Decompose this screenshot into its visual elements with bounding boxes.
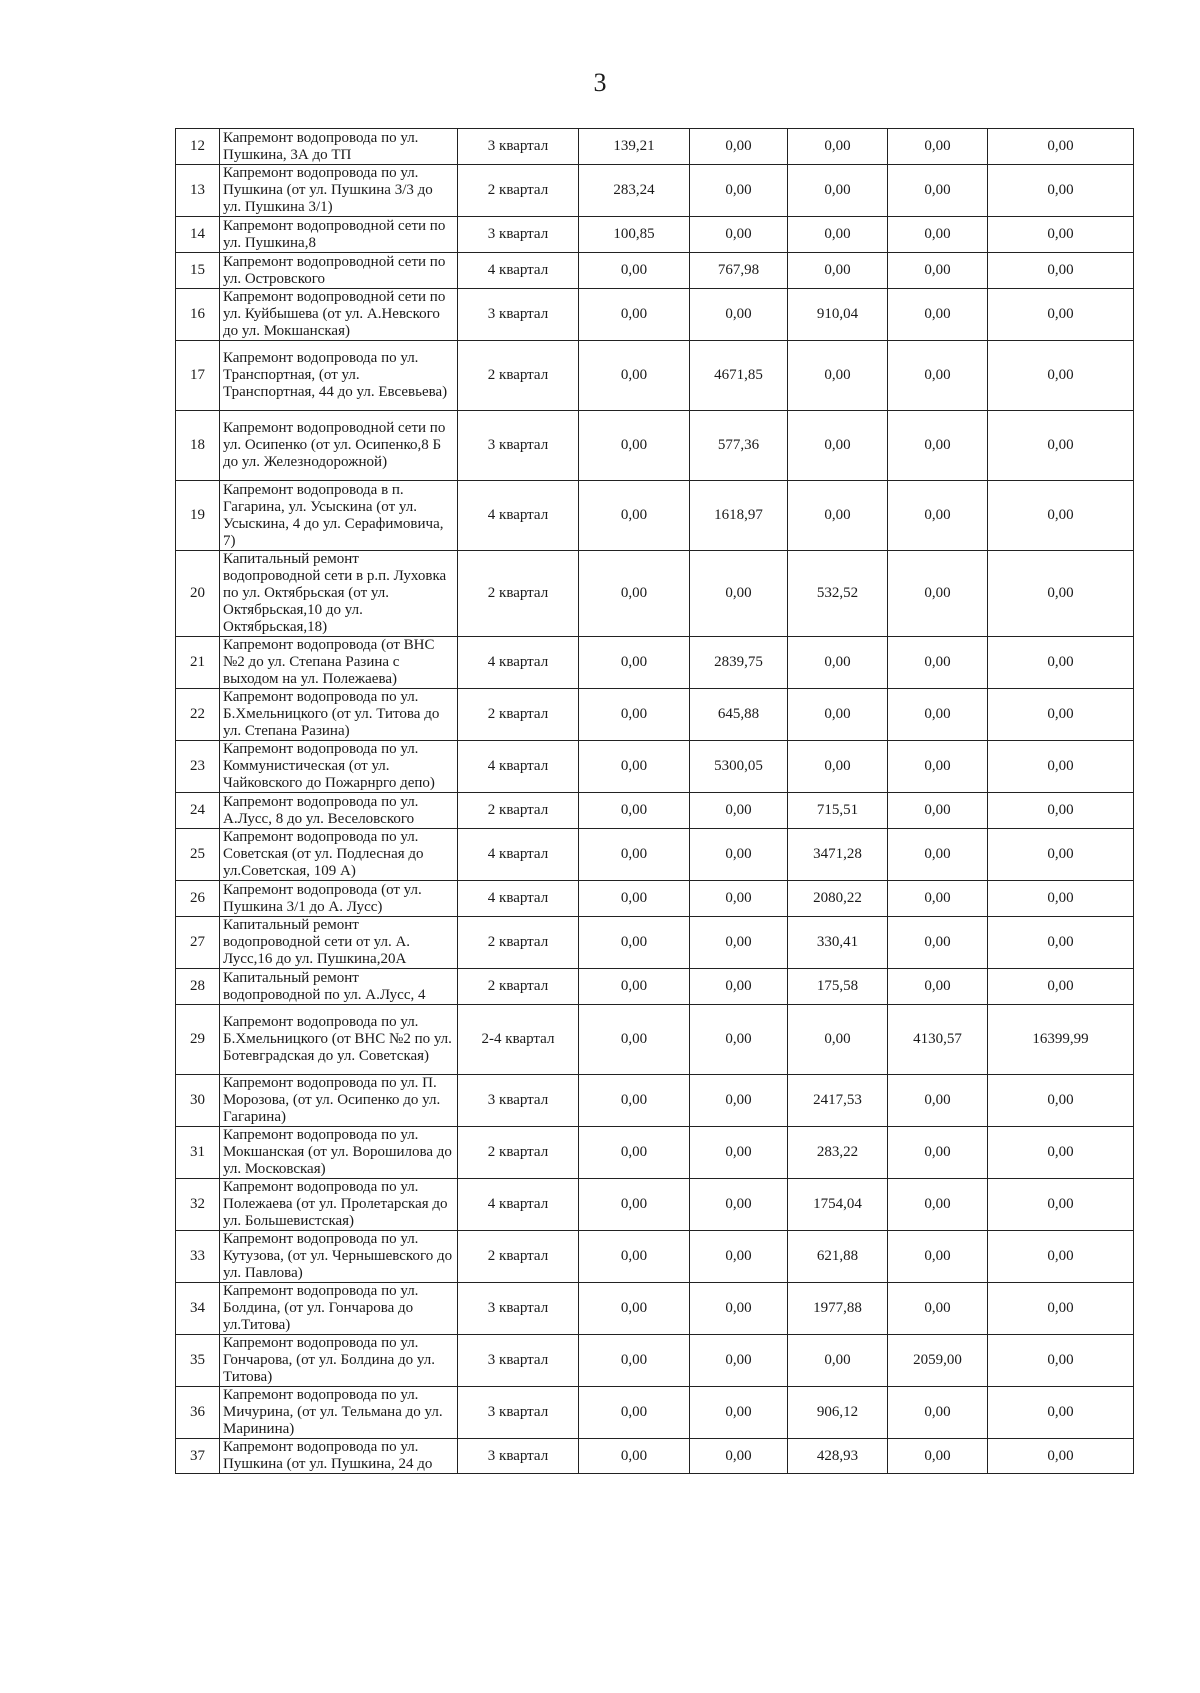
row-number: 25	[176, 829, 220, 881]
amount-cell: 0,00	[788, 741, 888, 793]
amount-cell: 0,00	[579, 741, 690, 793]
amount-cell: 0,00	[690, 1439, 788, 1474]
amount-cell: 2059,00	[888, 1335, 988, 1387]
amount-cell: 0,00	[579, 881, 690, 917]
amount-cell: 2417,53	[788, 1075, 888, 1127]
table-row	[176, 481, 1134, 551]
amount-cell: 0,00	[988, 481, 1134, 551]
work-description: Капремонт водопроводной сети по ул. Островского	[220, 253, 458, 289]
work-description: Капремонт водопровода по ул. Мокшанская (от ул. Ворошилова до ул. Московская)	[220, 1127, 458, 1179]
table-row	[176, 793, 1134, 829]
page-number: 3	[593, 68, 607, 97]
amount-cell: 0,00	[788, 129, 888, 165]
amount-cell: 0,00	[988, 341, 1134, 411]
row-number: 30	[176, 1075, 220, 1127]
amount-cell: 0,00	[579, 289, 690, 341]
amount-cell: 0,00	[690, 129, 788, 165]
work-description: Капремонт водопровода по ул. Полежаева (от ул. Пролетарская до ул. Большевистская)	[220, 1179, 458, 1231]
amount-cell: 0,00	[988, 289, 1134, 341]
amount-cell: 0,00	[579, 969, 690, 1005]
quarter: 4 квартал	[458, 481, 579, 551]
amount-cell: 0,00	[788, 481, 888, 551]
quarter: 4 квартал	[458, 741, 579, 793]
amount-cell: 0,00	[988, 253, 1134, 289]
table-row	[176, 881, 1134, 917]
table-body	[176, 129, 1134, 1474]
amount-cell: 0,00	[690, 289, 788, 341]
amount-cell: 0,00	[690, 1283, 788, 1335]
row-number: 23	[176, 741, 220, 793]
table-row	[176, 1387, 1134, 1439]
amount-cell: 0,00	[579, 1387, 690, 1439]
amount-cell: 0,00	[888, 341, 988, 411]
amount-cell: 0,00	[988, 793, 1134, 829]
amount-cell: 0,00	[888, 289, 988, 341]
table-row	[176, 917, 1134, 969]
amount-cell: 0,00	[579, 917, 690, 969]
amount-cell: 0,00	[579, 253, 690, 289]
amount-cell: 0,00	[988, 637, 1134, 689]
amount-cell: 0,00	[988, 1387, 1134, 1439]
row-number: 24	[176, 793, 220, 829]
amount-cell: 330,41	[788, 917, 888, 969]
table-row	[176, 289, 1134, 341]
work-description: Капремонт водопровода в п. Гагарина, ул. Усыскина (от ул. Усыскина, 4 до ул. Серафимовича, 7)	[220, 481, 458, 551]
work-description: Капремонт водопровода по ул. Советская (от ул. Подлесная до ул.Советская, 109 А)	[220, 829, 458, 881]
quarter: 4 квартал	[458, 253, 579, 289]
table-row	[176, 689, 1134, 741]
amount-cell: 0,00	[579, 829, 690, 881]
amount-cell: 0,00	[988, 217, 1134, 253]
row-number: 29	[176, 1005, 220, 1075]
amount-cell: 0,00	[888, 217, 988, 253]
amount-cell: 0,00	[988, 551, 1134, 637]
table-row	[176, 741, 1134, 793]
work-description: Капремонт водопровода по ул. Болдина, (от ул. Гончарова до ул.Титова)	[220, 1283, 458, 1335]
quarter: 4 квартал	[458, 829, 579, 881]
row-number: 26	[176, 881, 220, 917]
amount-cell: 0,00	[988, 689, 1134, 741]
row-number: 19	[176, 481, 220, 551]
work-description: Капремонт водопровода по ул. Гончарова, (от ул. Болдина до ул. Титова)	[220, 1335, 458, 1387]
amount-cell: 0,00	[690, 217, 788, 253]
amount-cell: 5300,05	[690, 741, 788, 793]
row-number: 14	[176, 217, 220, 253]
table-row	[176, 1439, 1134, 1474]
amount-cell: 1977,88	[788, 1283, 888, 1335]
amount-cell: 175,58	[788, 969, 888, 1005]
row-number: 13	[176, 165, 220, 217]
amount-cell: 0,00	[988, 741, 1134, 793]
amount-cell: 0,00	[690, 793, 788, 829]
amount-cell: 906,12	[788, 1387, 888, 1439]
work-description: Капремонт водопроводной сети по ул. Осипенко (от ул. Осипенко,8 Б до ул. Железнодорожной)	[220, 411, 458, 481]
work-description: Капремонт водопровода по ул. Б.Хмельницкого (от ул. Титова до ул. Степана Разина)	[220, 689, 458, 741]
work-description: Капремонт водопровода по ул. А.Лусс, 8 до ул. Веселовского	[220, 793, 458, 829]
work-description: Капремонт водопровода по ул. Б.Хмельницкого (от ВНС №2 по ул. Ботевградская до ул. Советская)	[220, 1005, 458, 1075]
table-row	[176, 637, 1134, 689]
work-description: Капитальный ремонт водопроводной сети от ул. А. Лусс,16 до ул. Пушкина,20А	[220, 917, 458, 969]
amount-cell: 0,00	[690, 917, 788, 969]
amount-cell: 0,00	[579, 637, 690, 689]
quarter: 2 квартал	[458, 341, 579, 411]
work-description: Капремонт водопровода по ул. Транспортная, (от ул. Транспортная, 44 до ул. Евсевьева)	[220, 341, 458, 411]
table-row	[176, 411, 1134, 481]
amount-cell: 0,00	[579, 793, 690, 829]
row-number: 22	[176, 689, 220, 741]
table-row	[176, 1231, 1134, 1283]
work-description: Капремонт водопровода по ул. Кутузова, (от ул. Чернышевского до ул. Павлова)	[220, 1231, 458, 1283]
amount-cell: 532,52	[788, 551, 888, 637]
amount-cell: 0,00	[888, 1283, 988, 1335]
amount-cell: 0,00	[988, 881, 1134, 917]
amount-cell: 0,00	[888, 689, 988, 741]
row-number: 28	[176, 969, 220, 1005]
works-table	[175, 128, 1134, 1474]
table-row	[176, 1127, 1134, 1179]
amount-cell: 283,24	[579, 165, 690, 217]
amount-cell: 0,00	[888, 1231, 988, 1283]
amount-cell: 0,00	[788, 637, 888, 689]
row-number: 35	[176, 1335, 220, 1387]
row-number: 20	[176, 551, 220, 637]
row-number: 18	[176, 411, 220, 481]
table-row	[176, 969, 1134, 1005]
amount-cell: 0,00	[579, 1231, 690, 1283]
quarter: 2 квартал	[458, 917, 579, 969]
amount-cell: 0,00	[690, 969, 788, 1005]
amount-cell: 0,00	[579, 1283, 690, 1335]
row-number: 21	[176, 637, 220, 689]
quarter: 2-4 квартал	[458, 1005, 579, 1075]
amount-cell: 0,00	[888, 129, 988, 165]
table-row	[176, 829, 1134, 881]
row-number: 17	[176, 341, 220, 411]
amount-cell: 0,00	[690, 1387, 788, 1439]
amount-cell: 0,00	[690, 1005, 788, 1075]
quarter: 2 квартал	[458, 165, 579, 217]
table-row	[176, 551, 1134, 637]
quarter: 3 квартал	[458, 217, 579, 253]
work-description: Капитальный ремонт водопроводной по ул. А.Лусс, 4	[220, 969, 458, 1005]
amount-cell: 4130,57	[888, 1005, 988, 1075]
amount-cell: 0,00	[888, 253, 988, 289]
quarter: 4 квартал	[458, 637, 579, 689]
amount-cell: 0,00	[579, 1335, 690, 1387]
amount-cell: 0,00	[988, 165, 1134, 217]
amount-cell: 0,00	[788, 217, 888, 253]
quarter: 2 квартал	[458, 969, 579, 1005]
amount-cell: 0,00	[888, 793, 988, 829]
amount-cell: 577,36	[690, 411, 788, 481]
amount-cell: 0,00	[579, 689, 690, 741]
quarter: 2 квартал	[458, 793, 579, 829]
work-description: Капремонт водопровода по ул. Коммунистическая (от ул. Чайковского до Пожарнрго депо)	[220, 741, 458, 793]
quarter: 3 квартал	[458, 1335, 579, 1387]
table-row	[176, 253, 1134, 289]
amount-cell: 0,00	[690, 551, 788, 637]
amount-cell: 0,00	[690, 1179, 788, 1231]
quarter: 4 квартал	[458, 881, 579, 917]
amount-cell: 0,00	[888, 1387, 988, 1439]
amount-cell: 621,88	[788, 1231, 888, 1283]
amount-cell: 0,00	[888, 165, 988, 217]
amount-cell: 0,00	[579, 1075, 690, 1127]
amount-cell: 0,00	[690, 881, 788, 917]
row-number: 12	[176, 129, 220, 165]
amount-cell: 0,00	[579, 1179, 690, 1231]
amount-cell: 0,00	[988, 969, 1134, 1005]
work-description: Капремонт водопровода (от ул. Пушкина 3/1 до А. Лусс)	[220, 881, 458, 917]
amount-cell: 0,00	[888, 411, 988, 481]
table-row	[176, 1335, 1134, 1387]
amount-cell: 0,00	[988, 1231, 1134, 1283]
row-number: 33	[176, 1231, 220, 1283]
amount-cell: 0,00	[788, 165, 888, 217]
amount-cell: 1618,97	[690, 481, 788, 551]
quarter: 3 квартал	[458, 289, 579, 341]
amount-cell: 910,04	[788, 289, 888, 341]
work-description: Капремонт водопровода (от ВНС №2 до ул. Степана Разина с выходом на ул. Полежаева)	[220, 637, 458, 689]
row-number: 15	[176, 253, 220, 289]
amount-cell: 0,00	[888, 1075, 988, 1127]
amount-cell: 0,00	[888, 917, 988, 969]
table-row	[176, 1005, 1134, 1075]
amount-cell: 0,00	[690, 1075, 788, 1127]
row-number: 32	[176, 1179, 220, 1231]
amount-cell: 0,00	[888, 637, 988, 689]
amount-cell: 0,00	[579, 1127, 690, 1179]
amount-cell: 0,00	[888, 969, 988, 1005]
work-description: Капитальный ремонт водопроводной сети в р.п. Луховка по ул. Октябрьская (от ул. Октябрьская,10 до ул. Октябрьская,18)	[220, 551, 458, 637]
amount-cell: 0,00	[579, 481, 690, 551]
table-row	[176, 165, 1134, 217]
amount-cell: 2839,75	[690, 637, 788, 689]
amount-cell: 0,00	[888, 1127, 988, 1179]
table-row	[176, 129, 1134, 165]
amount-cell: 0,00	[988, 917, 1134, 969]
amount-cell: 0,00	[888, 1439, 988, 1474]
work-description: Капремонт водопроводной сети по ул. Куйбышева (от ул. А.Невского до ул. Мокшанская)	[220, 289, 458, 341]
amount-cell: 0,00	[988, 411, 1134, 481]
amount-cell: 0,00	[988, 1439, 1134, 1474]
amount-cell: 0,00	[988, 1283, 1134, 1335]
amount-cell: 139,21	[579, 129, 690, 165]
amount-cell: 0,00	[690, 1231, 788, 1283]
table-row	[176, 1075, 1134, 1127]
work-description: Капремонт водопровода по ул. Пушкина (от ул. Пушкина, 24 до	[220, 1439, 458, 1474]
table-row	[176, 341, 1134, 411]
amount-cell: 0,00	[579, 1005, 690, 1075]
row-number: 27	[176, 917, 220, 969]
amount-cell: 428,93	[788, 1439, 888, 1474]
row-number: 16	[176, 289, 220, 341]
quarter: 2 квартал	[458, 551, 579, 637]
table-row	[176, 1179, 1134, 1231]
quarter: 3 квартал	[458, 411, 579, 481]
amount-cell: 0,00	[888, 551, 988, 637]
work-description: Капремонт водопровода по ул. Мичурина, (от ул. Тельмана до ул. Маринина)	[220, 1387, 458, 1439]
amount-cell: 0,00	[888, 1179, 988, 1231]
amount-cell: 16399,99	[988, 1005, 1134, 1075]
quarter: 3 квартал	[458, 1283, 579, 1335]
amount-cell: 2080,22	[788, 881, 888, 917]
quarter: 3 квартал	[458, 129, 579, 165]
amount-cell: 0,00	[988, 1127, 1134, 1179]
row-number: 36	[176, 1387, 220, 1439]
amount-cell: 0,00	[579, 1439, 690, 1474]
amount-cell: 0,00	[690, 165, 788, 217]
work-description: Капремонт водопровода по ул. Пушкина (от ул. Пушкина 3/3 до ул. Пушкина 3/1)	[220, 165, 458, 217]
amount-cell: 0,00	[988, 829, 1134, 881]
work-description: Капремонт водопровода по ул. П. Морозова, (от ул. Осипенко до ул. Гагарина)	[220, 1075, 458, 1127]
quarter: 3 квартал	[458, 1075, 579, 1127]
amount-cell: 0,00	[988, 129, 1134, 165]
row-number: 31	[176, 1127, 220, 1179]
amount-cell: 0,00	[788, 689, 888, 741]
amount-cell: 0,00	[888, 741, 988, 793]
quarter: 3 квартал	[458, 1387, 579, 1439]
amount-cell: 3471,28	[788, 829, 888, 881]
amount-cell: 0,00	[888, 481, 988, 551]
table-row	[176, 1283, 1134, 1335]
amount-cell: 0,00	[690, 829, 788, 881]
amount-cell: 767,98	[690, 253, 788, 289]
amount-cell: 0,00	[579, 411, 690, 481]
amount-cell: 0,00	[788, 341, 888, 411]
quarter: 4 квартал	[458, 1179, 579, 1231]
table-row	[176, 217, 1134, 253]
quarter: 2 квартал	[458, 1127, 579, 1179]
amount-cell: 0,00	[888, 881, 988, 917]
work-description: Капремонт водопровода по ул. Пушкина, 3А до ТП	[220, 129, 458, 165]
amount-cell: 0,00	[690, 1335, 788, 1387]
quarter: 3 квартал	[458, 1439, 579, 1474]
amount-cell: 0,00	[579, 551, 690, 637]
work-description: Капремонт водопроводной сети по ул. Пушкина,8	[220, 217, 458, 253]
amount-cell: 0,00	[888, 829, 988, 881]
quarter: 2 квартал	[458, 1231, 579, 1283]
amount-cell: 0,00	[788, 1005, 888, 1075]
row-number: 37	[176, 1439, 220, 1474]
quarter: 2 квартал	[458, 689, 579, 741]
amount-cell: 0,00	[690, 1127, 788, 1179]
amount-cell: 0,00	[788, 253, 888, 289]
amount-cell: 0,00	[988, 1075, 1134, 1127]
amount-cell: 0,00	[788, 1335, 888, 1387]
amount-cell: 645,88	[690, 689, 788, 741]
amount-cell: 100,85	[579, 217, 690, 253]
row-number: 34	[176, 1283, 220, 1335]
amount-cell: 283,22	[788, 1127, 888, 1179]
amount-cell: 715,51	[788, 793, 888, 829]
amount-cell: 0,00	[988, 1335, 1134, 1387]
amount-cell: 1754,04	[788, 1179, 888, 1231]
amount-cell: 0,00	[988, 1179, 1134, 1231]
amount-cell: 0,00	[788, 411, 888, 481]
amount-cell: 0,00	[579, 341, 690, 411]
amount-cell: 4671,85	[690, 341, 788, 411]
